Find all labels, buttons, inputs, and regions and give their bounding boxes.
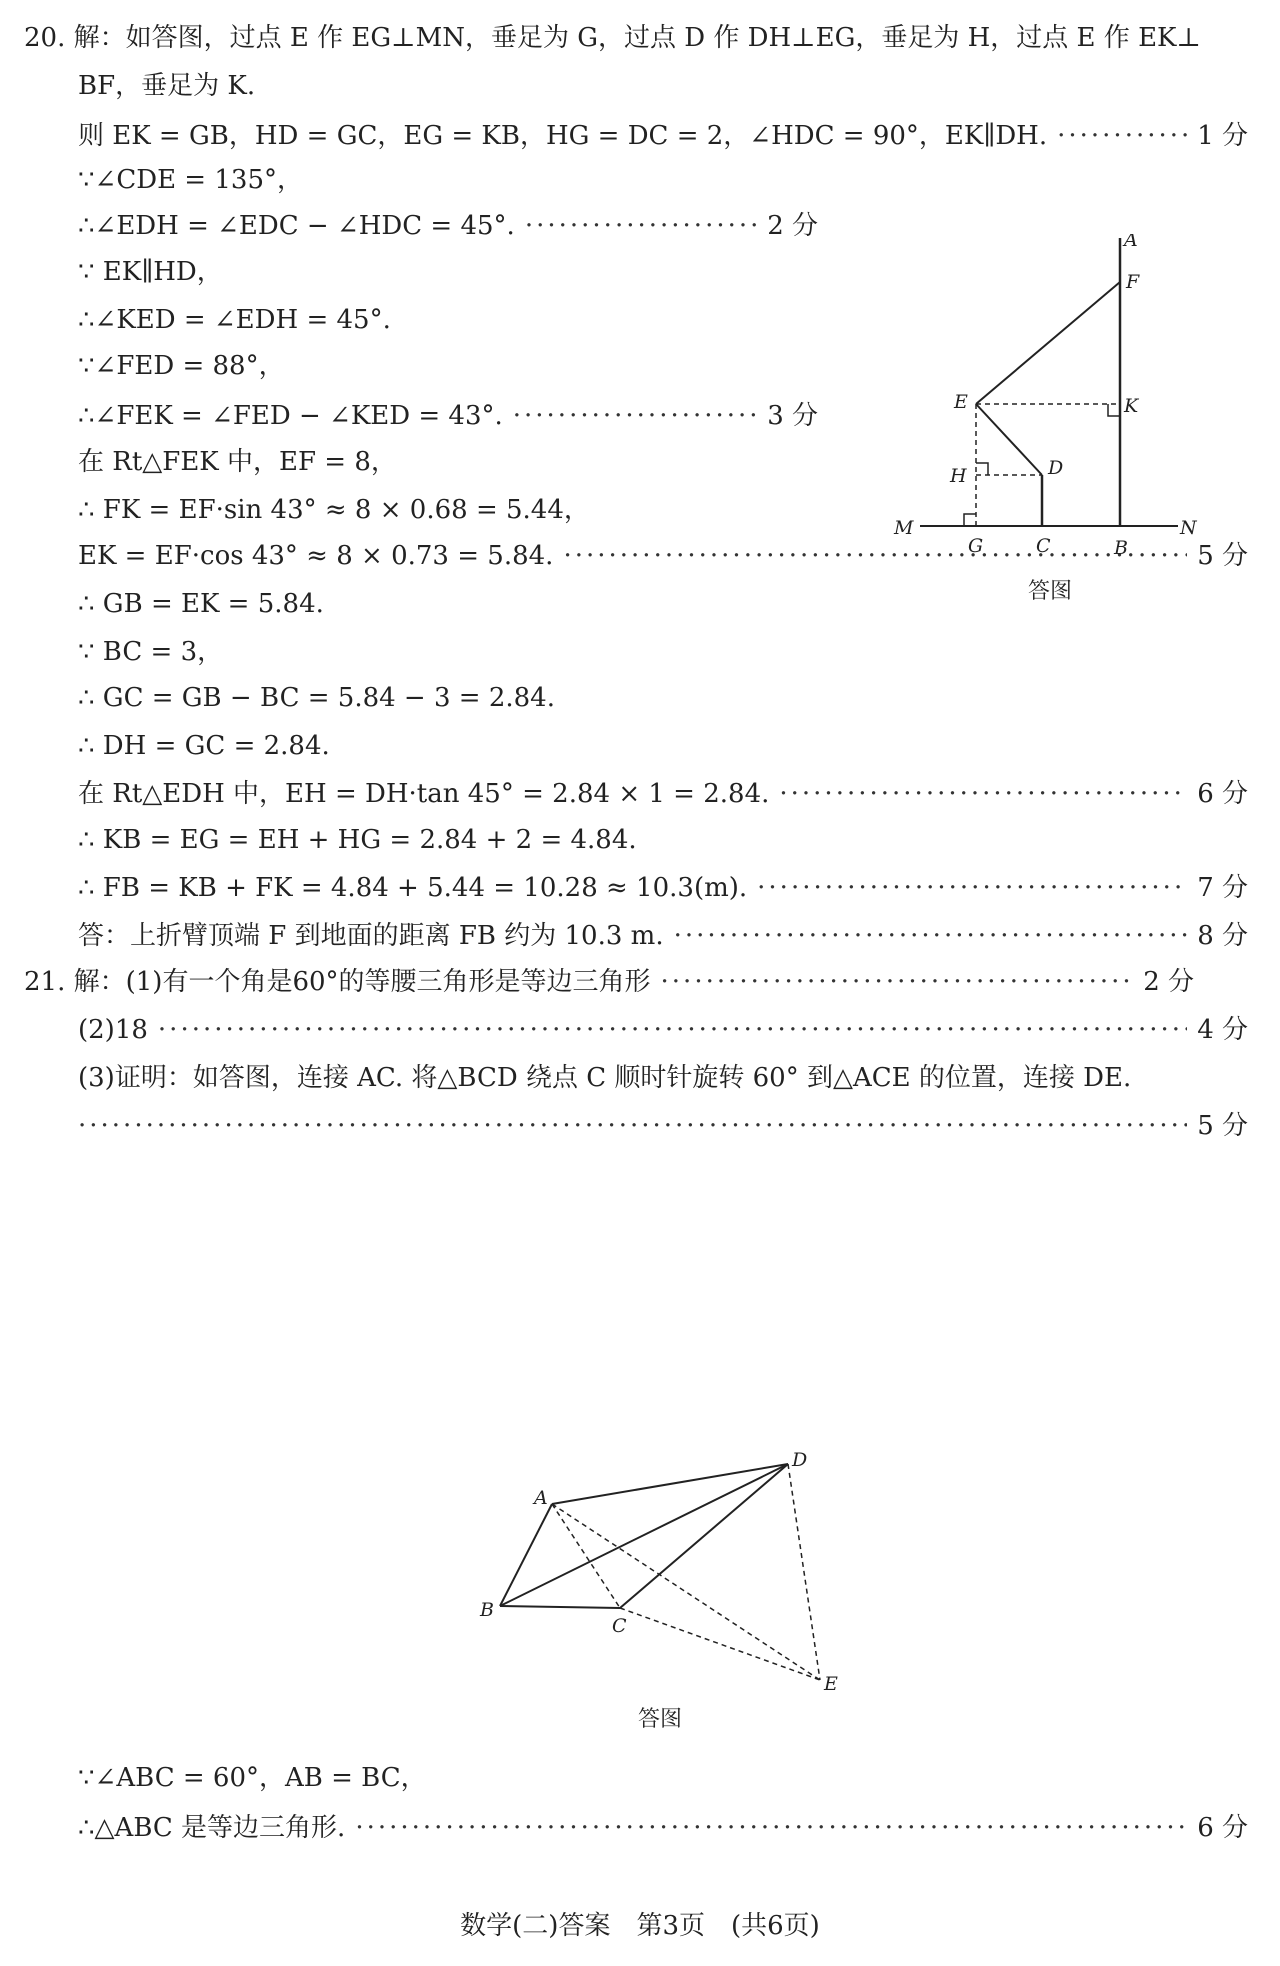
figure-rotation-diagram [470,1440,860,1740]
right-angle-g [964,514,976,526]
line-ac [552,1504,620,1608]
figure-crane-diagram [880,234,1210,604]
score-mark: 3 分 [767,401,818,431]
line-ef [976,282,1120,404]
score-mark: 4 分 [1197,1015,1248,1045]
q20-line-7: ∴∠KED = ∠EDH = 45°. [78,305,391,335]
q20-line-17: 在 Rt△EDH 中，EH = DH·tan 45° = 2.84 × 1 = 2.84. ····· 6 分 [78,774,1248,814]
q20-line-15: ∴ GC = GB − BC = 5.84 − 3 = 2.84. [78,683,555,713]
q20-line-9: ∴∠FEK = ∠FED − ∠KED = 43°. ····· 3 分 [78,396,818,436]
line-ed [976,404,1042,475]
line-bc [500,1606,620,1608]
leader-dots [158,1010,1187,1050]
q21-line-5: ∵∠ABC = 60°，AB = BC， [78,1763,427,1793]
right-angle-h [976,463,988,475]
label-f: F [1126,271,1140,293]
line-ad [552,1464,788,1504]
score-mark: 5 分 [1197,541,1248,571]
label-c: C [1036,535,1051,557]
label-k: K [1124,395,1139,417]
q20-line-4: ∵∠CDE = 135°， [78,165,303,195]
q20-line-8: ∵∠FED = 88°， [78,351,285,381]
q20-line-3: 则 EK = GB，HD = GC，EG = KB，HG = DC = 2，∠HDC = 90°，EK∥DH. ····· 1 分 [78,116,1248,156]
score-mark: 1 分 [1197,121,1248,151]
label-h: H [950,465,967,487]
q21-line-2: (2)18 ····· 4 分 [78,1010,1248,1050]
q21-line-6: ∴△ABC 是等边三角形. ····· 6 分 [78,1808,1248,1848]
q20-line-2: BF，垂足为 K. [78,71,256,101]
q21-line-3: (3)证明：如答图，连接 AC. 将△BCD 绕点 C 顺时针旋转 60° 到△ACE 的位置，连接 DE. [78,1063,1132,1093]
q20-line-20: 答：上折臂顶端 F 到地面的距离 FB 约为 10.3 m. ····· 8 分 [78,916,1248,956]
leader-dots [525,206,757,246]
q21-line-1: 21. 解：(1)有一个角是60°的等腰三角形是等边三角形 ····· 2 分 [24,962,1194,1002]
q20-line-10: 在 Rt△FEK 中，EF = 8， [78,447,397,477]
label-a: A [534,1487,548,1509]
score-mark: 6 分 [1197,1813,1248,1843]
leader-dots [779,774,1187,814]
score-mark: 2 分 [1143,967,1194,997]
q20-line-19: ∴ FB = KB + FK = 4.84 + 5.44 = 10.28 ≈ 10.3(m). ····· 7 分 [78,868,1248,908]
figure-2-caption: 答图 [637,1707,682,1732]
leader-dots [674,916,1188,956]
leader-dots [78,1106,1187,1146]
line-cd [620,1464,788,1608]
figure-2-svg [470,1440,860,1700]
label-m: M [894,517,914,539]
page-footer: 数学(二)答案 第3页 (共6页) [460,1911,820,1941]
q20-line-13: ∴ GB = EK = 5.84. [78,589,324,619]
leader-dots [757,868,1187,908]
q20-line-11: ∴ FK = EF·sin 43° ≈ 8 × 0.68 = 5.44， [78,495,590,525]
label-e: E [824,1673,838,1695]
figure-1-svg [880,234,1210,574]
score-mark: 2 分 [767,211,818,241]
label-e: E [954,391,968,413]
leader-dots [1057,116,1187,156]
q20-line-6: ∵ EK∥HD， [78,257,223,287]
right-angle-k [1108,404,1120,416]
label-n: N [1180,517,1197,539]
score-mark: 6 分 [1197,779,1248,809]
line-ce [620,1608,820,1680]
line-ae [552,1504,820,1680]
line-bd [500,1464,788,1606]
label-b: B [1114,537,1128,559]
leader-dots [355,1808,1187,1848]
score-mark: 8 分 [1197,921,1248,951]
line-ab [500,1504,552,1606]
q20-line-5: ∴∠EDH = ∠EDC − ∠HDC = 45°. ····· 2 分 [78,206,818,246]
q20-line-16: ∴ DH = GC = 2.84. [78,731,330,761]
q21-line-4 [78,1106,1248,1146]
leader-dots [513,396,757,436]
score-mark: 5 分 [1197,1111,1248,1141]
line-de [788,1464,820,1680]
label-d: D [1048,457,1064,479]
figure-1-caption: 答图 [1027,579,1072,604]
score-mark: 7 分 [1197,873,1248,903]
label-g: G [968,535,984,557]
q20-line-18: ∴ KB = EG = EH + HG = 2.84 + 2 = 4.84. [78,825,637,855]
label-c: C [612,1615,627,1637]
label-a: A [1124,234,1138,251]
leader-dots [661,962,1134,1002]
q20-line-1: 20. 解：如答图，过点 E 作 EG⊥MN，垂足为 G，过点 D 作 DH⊥EG，垂足为 H，过点 E 作 EK⊥ [24,23,1201,53]
q20-line-14: ∵ BC = 3， [78,637,224,667]
q20-line-12: EK = EF·cos 43° ≈ 8 × 0.73 = 5.84. ····· 5 分 [78,536,1248,576]
label-d: D [792,1449,808,1471]
label-b: B [480,1599,494,1621]
